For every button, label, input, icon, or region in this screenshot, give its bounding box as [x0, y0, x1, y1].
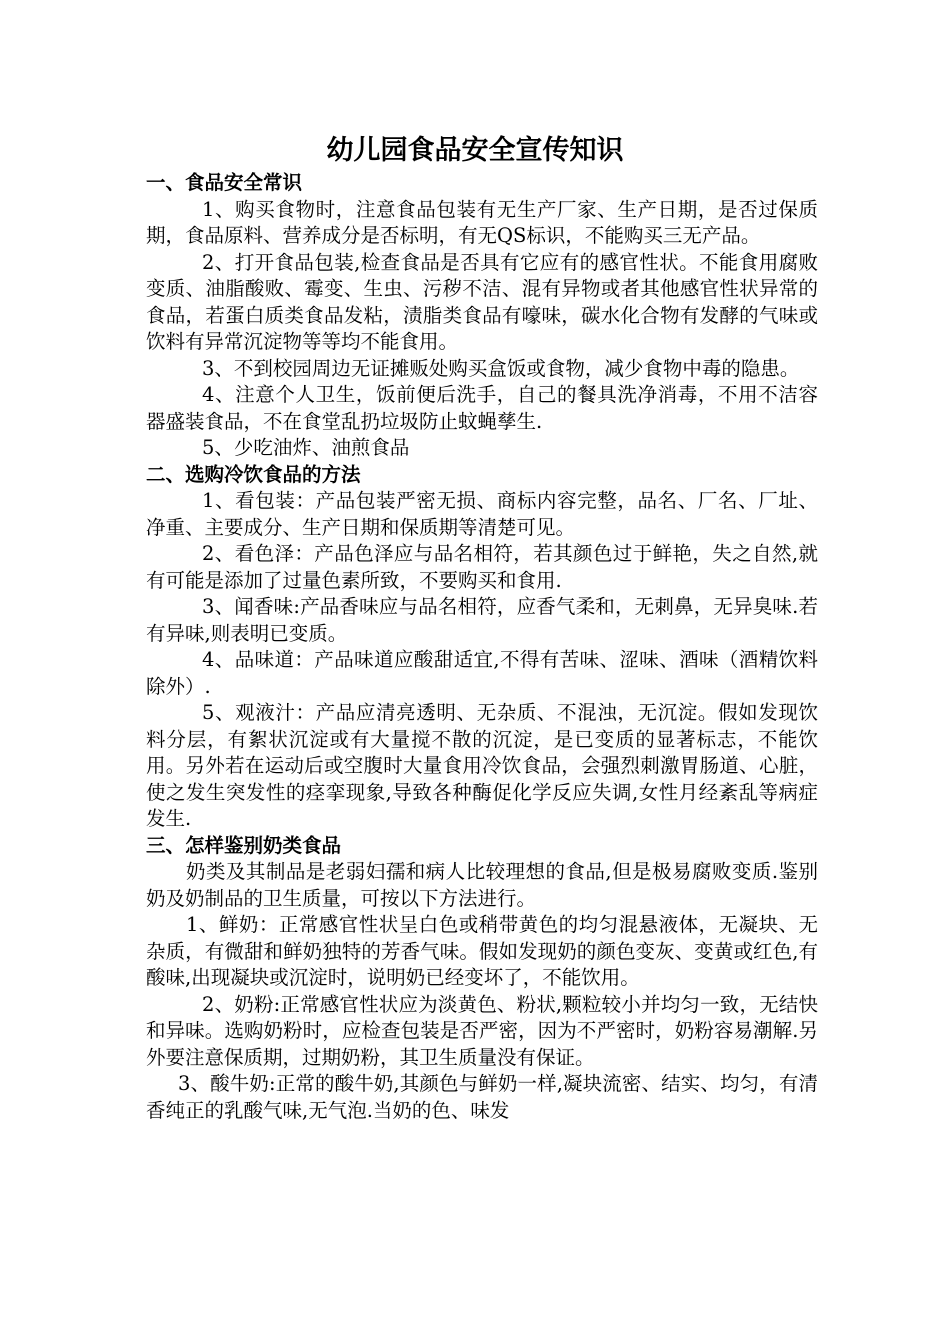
paragraph: 3、不到校园周边无证摊贩处购买盒饭或食物，减少食物中毒的隐患。 [202, 356, 800, 380]
paragraph: 3、酸牛奶:正常的酸牛奶,其颜色与鲜奶一样,凝块流密、结实、均匀，有清香纯正的乳酸气味,无气泡.当奶的色、味发 [146, 1072, 818, 1122]
page-title: 幼儿园食品安全宣传知识 [326, 135, 624, 166]
section-heading: 一、食品安全常识 [146, 171, 303, 194]
paragraph: 1、看包装：产品包装严密无损、商标内容完整，品名、厂名、厂址、净重、主要成分、生产日期和保质期等清楚可见。 [146, 489, 818, 539]
paragraph: 2、看色泽：产品色泽应与品名相符，若其颜色过于鲜艳，失之自然,就有可能是添加了过量色素所致，不要购买和食用. [146, 542, 818, 592]
paragraph: 1、购买食物时，注意食品包装有无生产厂家、生产日期，是否过保质期，食品原料、营养成分是否标明，有无QS标识，不能购买三无产品。 [146, 197, 818, 247]
paragraph: 5、少吃油炸、油煎食品 [202, 436, 410, 459]
paragraph: 3、闻香味:产品香味应与品名相符，应香气柔和，无刺鼻，无异臭味.若有异味,则表明已变质。 [146, 595, 818, 645]
section-heading: 二、选购冷饮食品的方法 [146, 462, 361, 486]
document-body [146, 170, 818, 1124]
paragraph: 1、鲜奶：正常感官性状呈白色或稍带黄色的均匀混悬液体，无凝块、无杂质，有微甜和鲜奶独特的芳香气味。假如发现奶的颜色变灰、变黄或红色,有酸味,出现凝块或沉淀时，说明奶已经变坏了，不能饮用。 [146, 913, 818, 989]
paragraph: 2、打开食品包装,检查食品是否具有它应有的感官性状。不能食用腐败变质、油脂酸败、霉变、生虫、污秽不洁、混有异物或者其他感官性状异常的食品，若蛋白质类食品发粘，渍脂类食品有嚎味，碳水化合物有发酵的气味或饮料有异常沉淀物等等均不能食用。 [146, 250, 818, 353]
section-heading: 三、怎样鉴别奶类食品 [146, 833, 342, 857]
paragraph: 奶类及其制品是老弱妇孺和病人比较理想的食品,但是极易腐败变质.鉴别奶及奶制品的卫生质量，可按以下方法进行。 [146, 860, 818, 910]
paragraph: 5、观液汁：产品应清亮透明、无杂质、不混浊，无沉淀。假如发现饮料分层，有絮状沉淀或有大量搅不散的沉淀，是已变质的显著标志，不能饮用。另外若在运动后或空腹时大量食用冷饮食品，会强烈刺激胃肠道、心脏，使之发生突发性的痉挛现象,导致各种酶促化学反应失调,女性月经紊乱等病症发生. [146, 701, 818, 830]
paragraph: 4、注意个人卫生，饭前便后洗手，自己的餐具洗净消毒，不用不洁容器盛装食品，不在食堂乱扔垃圾防止蚊蝇孳生. [146, 383, 818, 433]
paragraph: 2、奶粉:正常感官性状应为淡黄色、粉状,颗粒较小并均匀一致，无结快和异味。选购奶粉时，应检查包装是否严密，因为不严密时，奶粉容易潮解.另外要注意保质期，过期奶粉，其卫生质量没有保证。 [146, 992, 818, 1069]
paragraph: 4、品味道：产品味道应酸甜适宜,不得有苦味、涩味、酒味（酒精饮料除外）. [146, 648, 818, 698]
